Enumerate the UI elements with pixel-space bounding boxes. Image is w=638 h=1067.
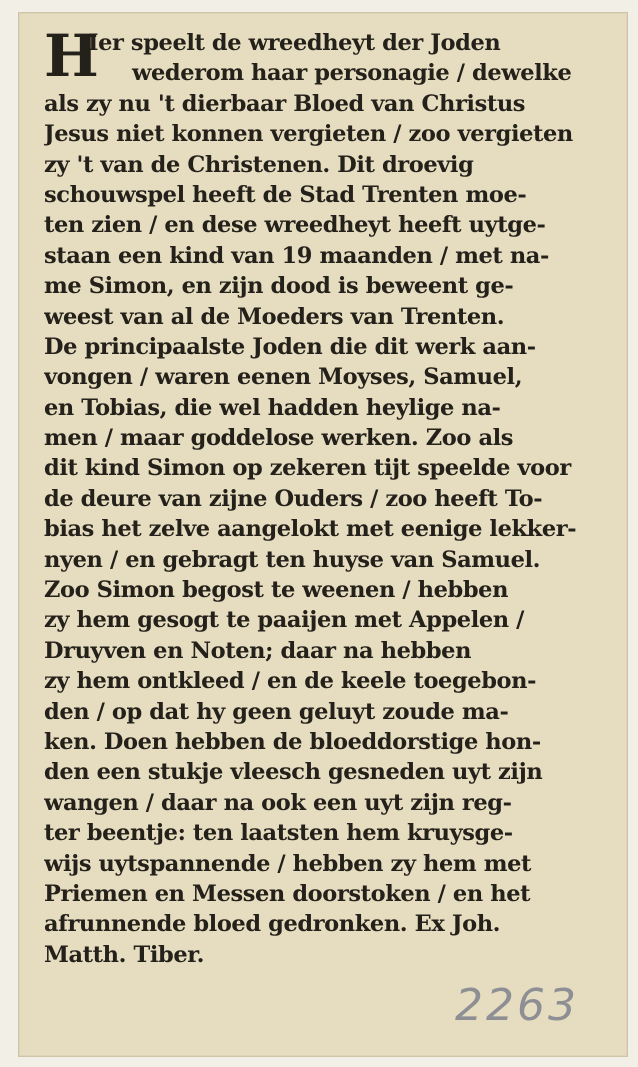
- text-line: zy hem gesogt te paaijen met Appelen /: [44, 607, 524, 634]
- text-line: schouwspel heeft de Stad Trenten moe-: [44, 181, 527, 208]
- text-line: wederom haar personagie / dewelke: [132, 60, 572, 87]
- text-line: nyen / en gebragt ten huyse van Samuel.: [44, 546, 541, 573]
- text-line: dit kind Simon op zekeren tijt speelde voor: [44, 455, 571, 482]
- text-line: weest van al de Moeders van Trenten.: [44, 303, 505, 330]
- text-line: Matth. Tiber.: [44, 941, 205, 968]
- body-text: [44, 22, 592, 970]
- text-line: zy 't van de Christenen. Dit droevig: [44, 151, 474, 178]
- text-line: de deure van zijne Ouders / zoo heeft To-: [44, 485, 543, 512]
- text-line: als zy nu 't dierbaar Bloed van Christus: [44, 90, 526, 117]
- text-line: Zoo Simon begost te weenen / hebben: [44, 577, 509, 604]
- text-line: ken. Doen hebben de bloeddorstige hon-: [44, 728, 541, 755]
- text-line: staan een kind van 19 maanden / met na-: [44, 242, 549, 269]
- text-line: Jesus niet konnen vergieten / zoo vergieten: [44, 121, 573, 148]
- text-line: den een stukje vleesch gesneden uyt zijn: [44, 759, 543, 786]
- text-line: wijs uytspannende / hebben zy hem met: [44, 850, 532, 877]
- text-line: De principaalste Joden die dit werk aan-: [44, 333, 536, 360]
- text-line: men / maar goddelose werken. Zoo als: [44, 425, 514, 452]
- text-line: afrunnende bloed gedronken. Ex Joh.: [44, 911, 501, 938]
- text-line: Priemen en Messen doorstoken / en het: [44, 880, 531, 907]
- text-line: ter beentje: ten laatsten hem kruysge-: [44, 820, 513, 847]
- text-line: ten zien / en dese wreedheyt heeft uytge-: [44, 212, 546, 239]
- text-line: Ier speelt de wreedheyt der Joden: [88, 30, 501, 56]
- text-line: den / op dat hy geen geluyt zoude ma-: [44, 698, 509, 725]
- text-line: zy hem ontkleed / en de keele toegebon-: [44, 668, 537, 695]
- drop-cap: H: [44, 22, 99, 90]
- text-line: me Simon, en zijn dood is beweent ge-: [44, 273, 514, 300]
- text-line: vongen / waren eenen Moyses, Samuel,: [44, 364, 523, 391]
- text-line: Druyven en Noten; daar na hebben: [44, 637, 472, 664]
- text-line: bias het zelve aangelokt met eenige lekker-: [44, 516, 577, 543]
- handwritten-number: 2263: [455, 980, 579, 1031]
- text-line: en Tobias, die wel hadden heylige na-: [44, 394, 501, 421]
- text-line: wangen / daar na ook een uyt zijn reg-: [44, 789, 512, 816]
